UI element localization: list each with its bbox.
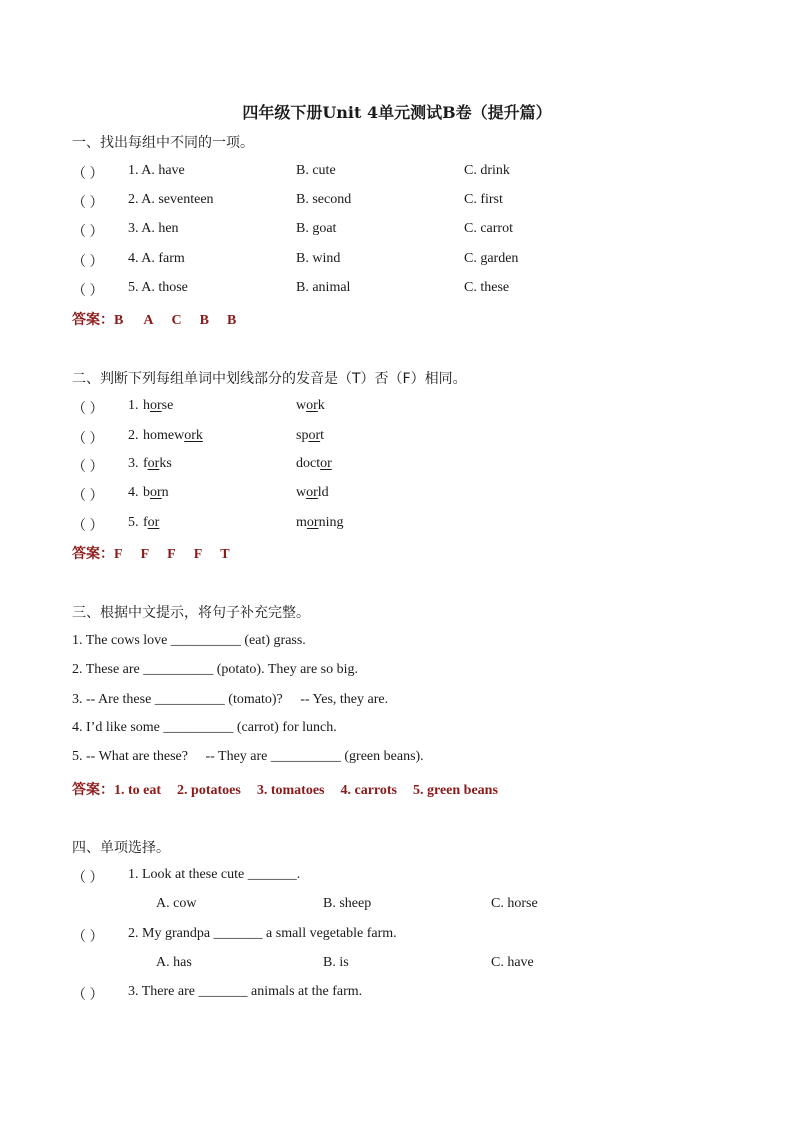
section-1-heading: 一、找出每组中不同的一项。 (72, 135, 254, 151)
question-number: 5. (128, 515, 139, 530)
choice-c[interactable]: C. horse (491, 896, 538, 911)
question-option-c: C. first (464, 192, 503, 207)
choice-b[interactable]: B. sheep (323, 896, 372, 911)
question-option-b: B. goat (296, 221, 337, 236)
answer-value: 1. to eat (114, 783, 162, 798)
question-option-c: C. these (464, 280, 510, 295)
word-1: for (143, 515, 160, 530)
page-title: 四年级下册Unit 4单元测试B卷（提升篇） (242, 103, 552, 122)
sentence-line: 1. The cows love __________ (eat) grass. (72, 633, 306, 648)
section-4-heading: 四、单项选择。 (72, 840, 170, 856)
choice-c[interactable]: C. have (491, 955, 534, 970)
answer-label: 答案： (72, 546, 114, 562)
question-number: 4. (128, 485, 139, 500)
question-option-b: B. wind (296, 251, 341, 266)
question-number: 1. (128, 398, 139, 413)
question-number: 2. (128, 428, 139, 443)
word-2: morning (296, 515, 344, 530)
word-2: work (296, 398, 325, 413)
choice-a[interactable]: A. cow (156, 896, 197, 911)
answer-value: B (199, 313, 209, 328)
answer-blank[interactable]: （ ） (72, 255, 104, 270)
answer-value: B (114, 313, 124, 328)
choice-b[interactable]: B. is (323, 955, 349, 970)
question-option-c: C. garden (464, 251, 519, 266)
question-stem: 2. My grandpa _______ a small vegetable farm. (128, 926, 397, 941)
answer-blank[interactable]: （ ） (72, 871, 104, 886)
sentence-line: 2. These are __________ (potato). They are so big. (72, 662, 359, 677)
question-option-a: 3. A. hen (128, 221, 179, 236)
answer-value: F (193, 547, 203, 562)
question-option-a: 4. A. farm (128, 251, 185, 266)
answer-value: 4. carrots (340, 783, 397, 798)
question-stem: 1. Look at these cute _______. (128, 867, 301, 882)
word-1: horse (143, 398, 174, 413)
section-2-heading: 二、判断下列每组单词中划线部分的发音是（T）否（F）相同。 (72, 371, 467, 387)
word-2: world (296, 485, 329, 500)
answer-value: F (114, 547, 123, 562)
word-2: doctor (296, 456, 332, 471)
answer-value: 5. green beans (412, 783, 498, 798)
answer-blank[interactable]: （ ） (72, 988, 104, 1003)
answer-value: F (167, 547, 176, 562)
question-option-a: 1. A. have (128, 163, 185, 178)
answer-value: F (140, 547, 150, 562)
answer-value: 2. potatoes (177, 783, 241, 798)
word-1: forks (143, 456, 172, 471)
sentence-line: 4. I’d like some __________ (carrot) for lunch. (72, 720, 337, 735)
question-option-c: C. carrot (464, 221, 513, 236)
word-1: born (143, 485, 169, 500)
section-1-answer (72, 309, 236, 329)
question-stem: 3. There are _______ animals at the farm. (128, 984, 363, 999)
section-3-answer (72, 779, 498, 799)
question-option-a: 2. A. seventeen (128, 192, 214, 207)
answer-blank[interactable]: （ ） (72, 167, 104, 182)
answer-value: 3. tomatoes (256, 783, 325, 798)
question-option-b: B. cute (296, 163, 336, 178)
answer-blank[interactable]: （ ） (72, 460, 104, 475)
answer-blank[interactable]: （ ） (72, 930, 104, 945)
answer-value: T (220, 547, 230, 562)
question-option-c: C. drink (464, 163, 510, 178)
answer-blank[interactable]: （ ） (72, 196, 104, 211)
question-number: 3. (128, 456, 139, 471)
answer-value: C (171, 313, 182, 328)
answer-label: 答案： (72, 312, 114, 328)
answer-blank[interactable]: （ ） (72, 489, 104, 504)
answer-blank[interactable]: （ ） (72, 284, 104, 299)
sentence-line: 3. -- Are these __________ (tomato)? -- Yes, they are. (72, 692, 389, 707)
choice-a[interactable]: A. has (156, 955, 192, 970)
section-3-heading: 三、根据中文提示，将句子补充完整。 (72, 605, 310, 621)
answer-blank[interactable]: （ ） (72, 225, 104, 240)
answer-blank[interactable]: （ ） (72, 402, 104, 417)
answer-label: 答案： (72, 782, 114, 798)
answer-value: A (143, 313, 154, 328)
word-1: homework (143, 428, 203, 443)
section-2-answer (72, 543, 230, 563)
question-option-b: B. animal (296, 280, 351, 295)
answer-value: B (226, 313, 237, 328)
sentence-line: 5. -- What are these? -- They are __________ (green beans). (72, 749, 424, 764)
word-2: sport (296, 428, 325, 443)
question-option-b: B. second (296, 192, 352, 207)
answer-blank[interactable]: （ ） (72, 519, 104, 534)
answer-blank[interactable]: （ ） (72, 432, 104, 447)
question-option-a: 5. A. those (128, 280, 188, 295)
